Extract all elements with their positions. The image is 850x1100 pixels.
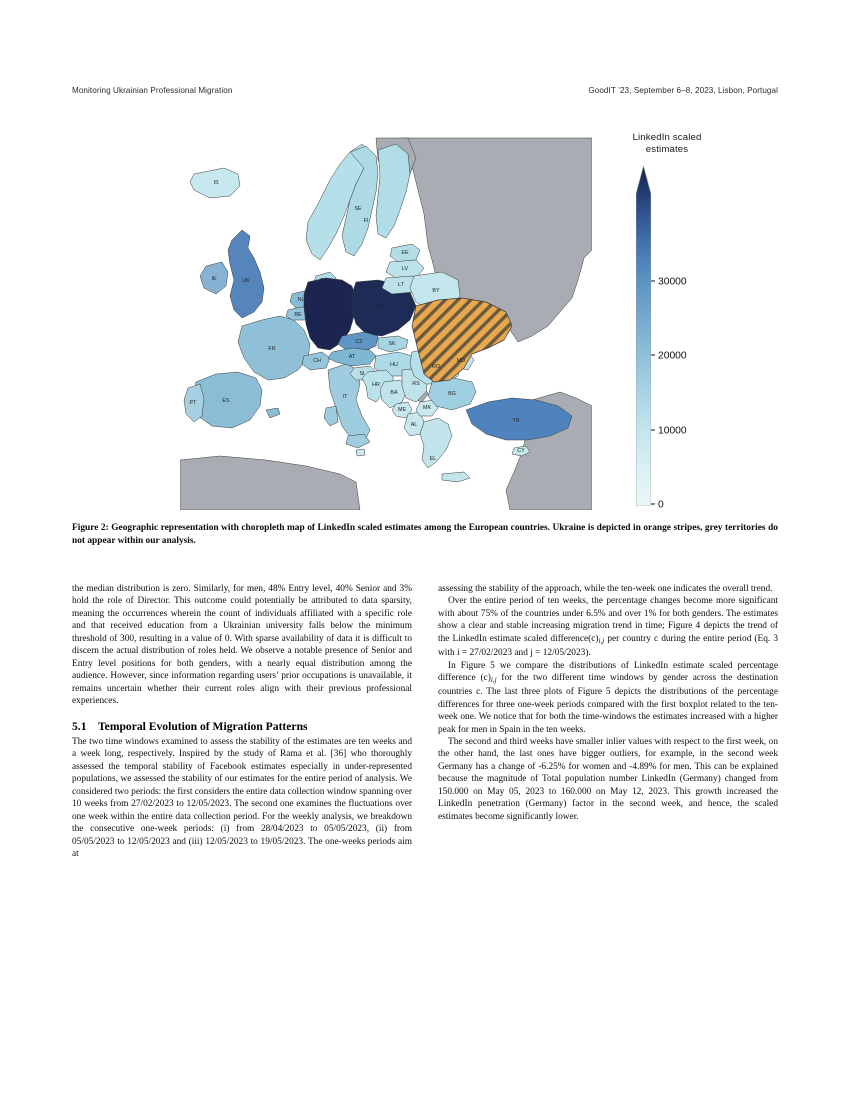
svg-text:TR: TR <box>512 418 520 424</box>
svg-text:BA: BA <box>390 390 398 396</box>
right-paragraph-1: assessing the stability of the approach, while the ten-week one indicates the overall trend. <box>438 584 773 594</box>
colorbar-rail <box>636 166 651 506</box>
running-header-right: GoodIT ’23, September 6–8, 2023, Lisbon, Portugal <box>588 86 778 95</box>
section-title: Temporal Evolution of Migration Patterns <box>98 719 308 733</box>
svg-text:CZ: CZ <box>355 339 363 345</box>
svg-text:RO: RO <box>431 364 441 370</box>
colorbar-ticks <box>651 166 761 511</box>
svg-text:MD: MD <box>456 358 466 364</box>
colorbar-title-line1: LinkedIn scaled <box>632 132 702 143</box>
right-p3-part-b: for the two different time windows by gender across the destination countries c. The last three plots of Figure 5 depicts the distributions of the percentage differences for three one-week periods compared with the first boxplot related to the ten-week one. We notice that for both the time-windows the estimates increased with a higher peak for men in Spain in the ten weeks. <box>438 672 778 735</box>
svg-text:PT: PT <box>189 400 197 406</box>
right-p2-subscript: i,j <box>598 636 605 645</box>
column-left <box>72 583 412 861</box>
svg-text:LV: LV <box>401 266 409 272</box>
svg-text:SE: SE <box>354 206 362 212</box>
right-paragraph-3 <box>438 660 778 737</box>
colorbar-tick-20000: 20000 <box>651 351 687 362</box>
svg-text:BY: BY <box>432 288 440 294</box>
left-paragraph-2: The two time windows examined to assess the stability of the estimates are ten weeks and a week long, respectively. Inspired by the study of Rama et al. [36] who thoroughly assessed the temporal stability of Facebook estimates especially in under-represented populations, we assessed the stability of our estimates for the entire period of analysis. We considered two periods: the first considers the entire data collection window spanning over 10 weeks from 27/02/2023 to 12/05/2023. The second one examines the fluctuations over one week within the entire data collection period. For the weekly analysis, we breakdown the consecutive one-week periods: (i) from 28/04/2023 to 05/05/2023, (ii) from 05/05/2023 to 12/05/2023 and (iii) 12/05/2023 to 19/05/2023. The one-weeks periods aim at <box>72 737 412 860</box>
svg-text:UK: UK <box>242 278 250 284</box>
colorbar-tick-10000: 10000 <box>651 426 687 437</box>
right-p3-subscript: i,j <box>490 675 497 684</box>
svg-text:FI: FI <box>363 218 369 224</box>
svg-text:FR: FR <box>268 346 276 352</box>
section-number: 5.1 <box>72 719 87 733</box>
svg-text:EL: EL <box>429 456 437 462</box>
svg-text:CY: CY <box>517 448 525 454</box>
svg-text:IS: IS <box>213 180 219 186</box>
right-paragraph-2 <box>438 595 778 659</box>
europe-map-svg <box>180 130 592 510</box>
svg-text:SI: SI <box>359 371 365 377</box>
running-header <box>72 86 778 95</box>
choropleth-map <box>180 130 592 510</box>
figure-2 <box>72 126 778 511</box>
colorbar-tick-0: 0 <box>651 500 664 511</box>
svg-text:AT: AT <box>348 354 356 360</box>
svg-text:NL: NL <box>297 297 305 303</box>
right-paragraph-4: The second and third weeks have smaller inlier values with respect to the first week, on the other hand, the last ones have bigger outliers, for example, in the second week Germany has a change of -6.25% for women and -4.89% for men. This can be explained because the magnitude of Total population number LinkedIn (Germany) changed from 150.000 on May 05, 2023 to 160.000 on May 12, 2023. This growth increased the LinkedIn penetration (Germany) factor in the second week, and hence, the scaled estimates become significantly lower. <box>438 737 778 822</box>
svg-text:IT: IT <box>342 394 348 400</box>
svg-text:ES: ES <box>222 398 230 404</box>
svg-text:ME: ME <box>397 407 407 413</box>
svg-text:LT: LT <box>398 282 404 288</box>
body-columns <box>72 583 778 1003</box>
svg-text:EE: EE <box>401 250 409 256</box>
svg-text:RS: RS <box>412 381 420 387</box>
colorbar-gradient <box>636 166 651 506</box>
colorbar-tick-30000: 30000 <box>651 277 687 288</box>
svg-text:DE: DE <box>326 310 334 316</box>
svg-text:HU: HU <box>390 362 398 368</box>
left-paragraph-1: the median distribution is zero. Similarly, for men, 48% Entry level, 40% Senior and 3% hold the role of Director. This outcome could potentially be attributed to data sparsity, meaning the occurrences wherein the count of individuals affiliated with a specific role and that received education from a Ukrainian university falls below the minimum threshold of 300, resulting in a value of 0. With sparse availability of data it is difficult to discern the actual distribution of roles held. We observe a notable presence of Senior and Entry level positions for both genders, with a nearly equal distribution among the audience. However, since information regarding users’ prior occupations is unavailable, it remains uncertain whether their current roles align with their previous professional experiences. <box>72 584 412 707</box>
section-heading-5-1 <box>72 720 412 734</box>
column-right <box>438 583 778 823</box>
right-p3-part-a: In Figure 5 we compare the distributions of LinkedIn estimate scaled percentage difference (c) <box>438 660 778 683</box>
svg-text:BE: BE <box>294 312 302 318</box>
svg-text:DK: DK <box>320 278 328 284</box>
svg-text:CH: CH <box>313 358 321 364</box>
figure-caption: Figure 2: Geographic representation with choropleth map of LinkedIn scaled estimates among the European countries. Ukraine is depicted in orange stripes, grey territories do not appear within our analysis. <box>72 523 778 547</box>
running-header-left: Monitoring Ukrainian Professional Migration <box>72 86 233 95</box>
svg-text:MK: MK <box>422 405 432 411</box>
svg-text:SK: SK <box>388 341 396 347</box>
svg-text:HR: HR <box>372 382 380 388</box>
svg-text:PL: PL <box>378 304 386 310</box>
svg-text:AL: AL <box>410 422 418 428</box>
colorbar-title-line2: estimates <box>645 144 689 156</box>
colorbar <box>592 132 778 510</box>
svg-text:BG: BG <box>448 391 456 397</box>
svg-text:IE: IE <box>211 276 217 282</box>
country-MT <box>356 449 365 456</box>
right-p2-part-a: Over the entire period of ten weeks, the percentage changes become more significant with about 75% of the countries under 6.5% and over 1% for both genders. The estimates show a clear and stable increasing migration trend in time; Figure 4 depicts the trend of the LinkedIn estimate scaled difference(c) <box>438 596 778 644</box>
colorbar-title <box>592 132 742 157</box>
right-p2-part-b: per country c during the entire period (Eq. 3 with i = 27/02/2023 and j = 12/05/2023). <box>438 633 778 659</box>
